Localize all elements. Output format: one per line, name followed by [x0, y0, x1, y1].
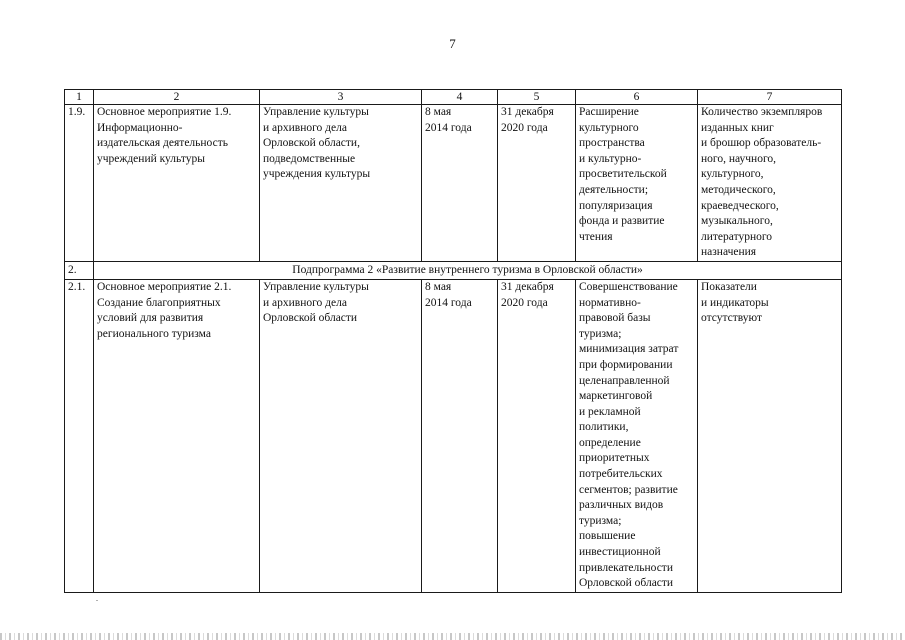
row-number-cell: 2. [65, 261, 94, 279]
page-number: 7 [449, 36, 456, 51]
start-date-cell: 8 мая 2014 года [422, 105, 498, 262]
row-number-cell: 1.9. [65, 105, 94, 262]
indicators-cell: Количество экземпляров изданных книг и брошюр образователь- ного, научного, культурного, методического, краеведческого, музыкального, литературного назначения [698, 105, 842, 262]
expected-result-cell: Расширение культурного пространства и культурно- просветительской деятельности; популяризация фонда и развитие чтения [576, 105, 698, 262]
executor-cell: Управление культуры и архивного дела Орловской области [260, 279, 422, 592]
indicators-cell: Показатели и индикаторы отсутствуют [698, 279, 842, 592]
subprogram-title: Подпрограмма 2 «Развитие внутреннего туризма в Орловской области» [94, 261, 842, 279]
activity-cell: Основное мероприятие 1.9. Информационно- издательская деятельность учреждений культуры [94, 105, 260, 262]
subprogram-row [65, 261, 842, 279]
expected-result-cell: Совершенствование нормативно- правовой базы туризма; минимизация затрат при формировании целенаправленной маркетинговой и рекламной политики, определение приоритетных потребительских сегментов; развитие различных видов туризма; повышение инвестиционной привлекательности Орловской области [576, 279, 698, 592]
column-number-row [65, 90, 842, 105]
column-number-cell: 6 [576, 90, 698, 105]
end-date-cell: 31 декабря 2020 года [498, 105, 576, 262]
column-number-cell: 2 [94, 90, 260, 105]
activity-cell: Основное мероприятие 2.1. Создание благоприятных условий для развития регионального туризма [94, 279, 260, 592]
executor-cell: Управление культуры и архивного дела Орловской области, подведомственные учреждения культуры [260, 105, 422, 262]
column-number-cell: 4 [422, 90, 498, 105]
scan-edge-noise [0, 633, 905, 640]
column-number-cell: 7 [698, 90, 842, 105]
column-number-cell: 3 [260, 90, 422, 105]
scan-speck [96, 600, 98, 601]
end-date-cell: 31 декабря 2020 года [498, 279, 576, 592]
column-number-cell: 1 [65, 90, 94, 105]
row-number-cell: 2.1. [65, 279, 94, 592]
activities-table [64, 89, 842, 593]
table-row-2-1 [65, 279, 842, 592]
table-row-1-9 [65, 105, 842, 262]
column-number-cell: 5 [498, 90, 576, 105]
start-date-cell: 8 мая 2014 года [422, 279, 498, 592]
